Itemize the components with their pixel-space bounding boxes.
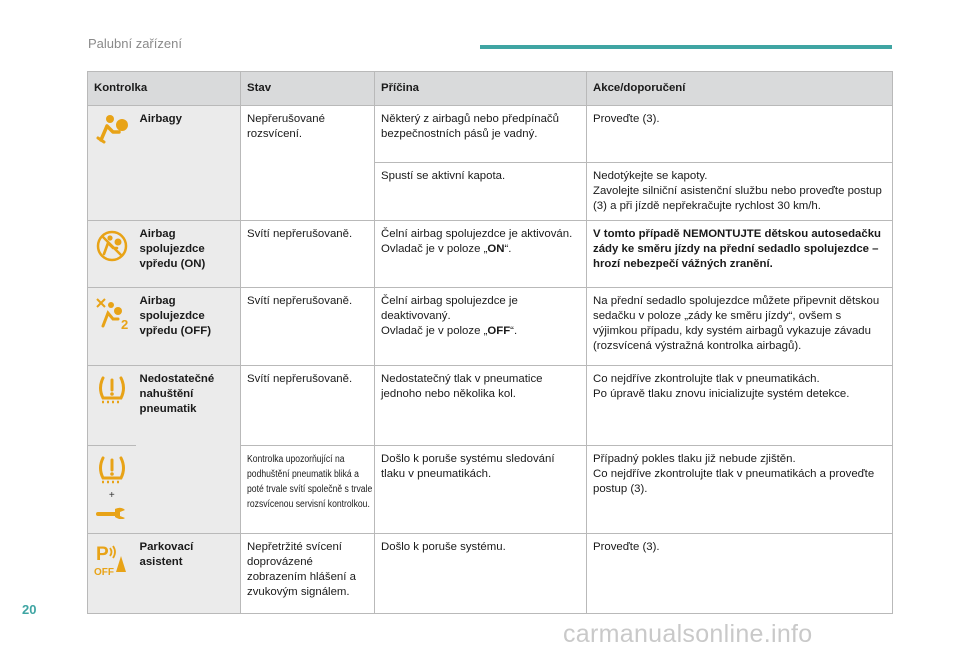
table-row [88,288,893,366]
airbag-off-icon-cell [88,288,136,366]
warning-lights-table [87,71,893,614]
table-header-row [88,72,893,106]
action-cell: Proveďte (3). [587,534,893,614]
cause-cell: Došlo k poruše systému sledování tlaku v pneumatikách. [375,446,587,534]
plus-sign: + [108,490,115,501]
cause-cell [375,288,587,366]
cause-cell: Nedostatečný tlak v pneumatice jednoho nebo několika kol. [375,366,587,446]
action-cell [587,366,893,446]
cause-text-end: “. [510,325,518,337]
col-header-pricina: Příčina [375,72,587,106]
action-cell: Proveďte (3). [587,106,893,163]
airbag-icon-cell [88,106,136,221]
cause-text-end: “. [504,243,512,255]
parking-off-label: OFF [93,567,114,578]
state-cell: Svítí nepřerušovaně. [241,288,375,366]
table-row [88,221,893,288]
action-cell [587,163,893,221]
action-line: Zavolejte silniční asistenční službu nebo proveďte postup (3) a při jízdě nepřekračujte rychlost 30 km/h. [593,185,882,212]
col-header-kontrolka: Kontrolka [88,72,241,106]
light-name: Parkovací asistent [136,534,241,614]
action-line: Co nejdříve zkontrolujte tlak v pneumatikách a proveďte postup (3). [593,468,875,495]
table-row [88,534,893,614]
light-name: Airbag spolujezdce vpředu (ON) [136,221,241,288]
action-line: Případný pokles tlaku již nebude zjištěn. [593,453,796,465]
cause-text: Ovladač je v poloze „ [381,243,488,255]
switch-position: OFF [487,325,511,337]
state-text-small: Kontrolka upozorňující na podhuštění pneumatik bliká a poté trvale svítí společně s trvale rozsvícenou servisní kontrolkou. [247,454,373,510]
cause-cell [375,221,587,288]
svg-text:P: P [95,544,109,565]
cause-line: Čelní airbag spolujezdce je aktivován. [381,228,573,240]
switch-position: ON [487,243,505,255]
tyre-pressure-icon [95,374,129,406]
parking-assist-off-icon [92,542,132,578]
table-row [88,106,893,163]
state-cell [241,446,375,534]
tyre-pressure-icon [95,454,129,486]
action-line: Nedotýkejte se kapoty. [593,170,708,182]
table-row [88,366,893,446]
col-header-stav: Stav [241,72,375,106]
wrench-icon [95,505,129,519]
airbag-warning-icon [95,114,129,144]
page-number: 20 [22,602,37,617]
airbag-on-icon-cell [88,221,136,288]
action-cell: V tomto případě NEMONTUJTE dětskou autosedačku zády ke směru jízdy na přední sedadlo spolujezdce – hrozí nebezpečí vážných zranění. [587,221,893,288]
cause-line: Čelní airbag spolujezdce je deaktivovaný. [381,295,518,322]
state-cell: Nepřetržité svícení doprovázené zobrazením hlášení a zvukovým signálem. [241,534,375,614]
header-accent-bar [480,45,892,49]
action-line: Co nejdříve zkontrolujte tlak v pneumatikách. [593,373,820,385]
state-cell: Svítí nepřerušovaně. [241,221,375,288]
passenger-airbag-on-icon [95,229,129,263]
cause-cell: Spustí se aktivní kapota. [375,163,587,221]
state-cell: Svítí nepřerušovaně. [241,366,375,446]
tyre-icon-cell [88,366,136,446]
cause-cell: Došlo k poruše systému. [375,534,587,614]
action-cell: Na přední sedadlo spolujezdce můžete připevnit dětskou sedačku v poloze „zády ke směru jízdy“, ovšem s výjimkou případu, kdy systém airbagů vykazuje závadu (rozsvícená výstražná kontrolka airbagů). [587,288,893,366]
watermark: carmanualsonline.info [563,620,813,648]
action-cell [587,446,893,534]
light-name: Nedostatečné nahuštění pneumatik [136,366,241,534]
light-name: Airbag spolujezdce vpředu (OFF) [136,288,241,366]
light-name: Airbagy [136,106,241,221]
parking-icon-cell [88,534,136,614]
running-header: Palubní zařízení [88,36,182,51]
cause-cell: Některý z airbagů nebo předpínačů bezpečnostních pásů je vadný. [375,106,587,163]
action-line: Po úpravě tlaku znovu inicializujte systém detekce. [593,388,850,400]
tyre-service-icon-cell [88,446,136,534]
state-cell: Nepřerušované rozsvícení. [241,106,375,221]
col-header-akce: Akce/doporučení [587,72,893,106]
cause-line [381,242,580,257]
svg-text:2: 2 [120,317,128,330]
cause-line [381,324,580,339]
cause-text: Ovladač je v poloze „ [381,325,488,337]
passenger-airbag-off-icon [94,296,130,330]
